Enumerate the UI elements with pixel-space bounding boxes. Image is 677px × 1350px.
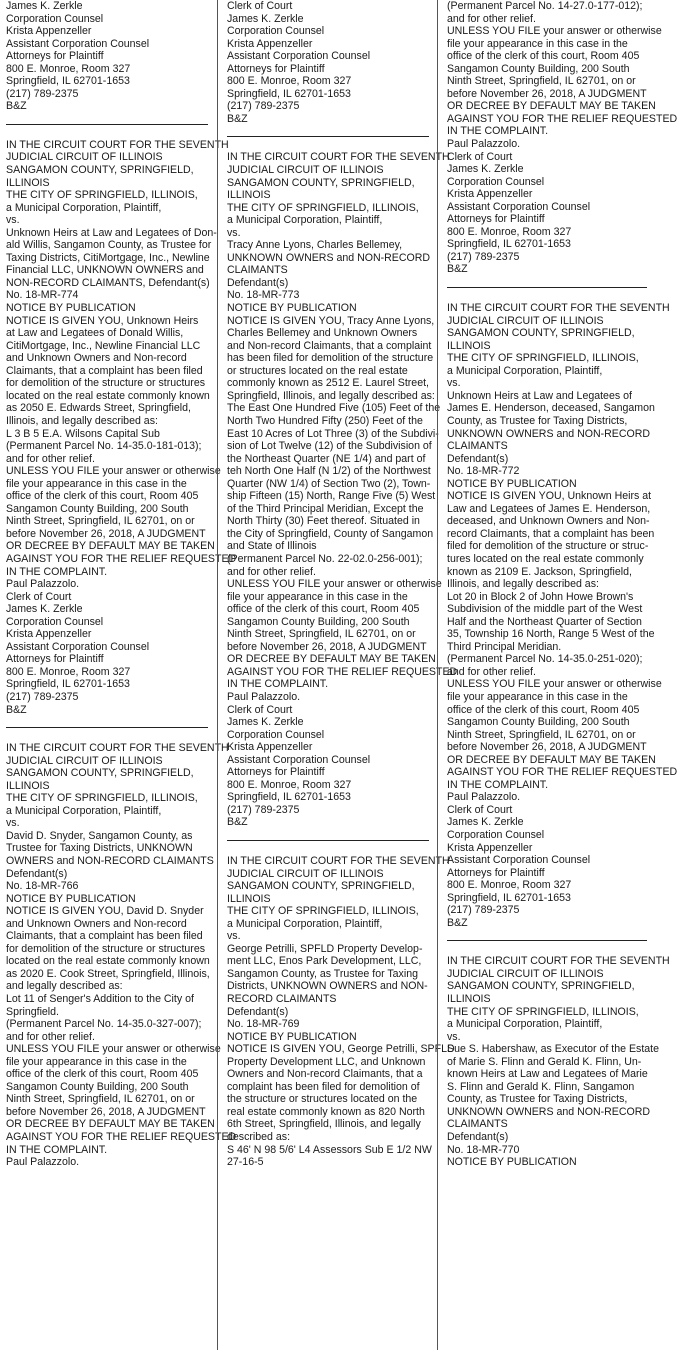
notice-line: JUDICIAL CIRCUIT OF ILLINOIS	[6, 151, 163, 164]
notice-line: SANGAMON COUNTY, SPRINGFIELD,	[6, 767, 194, 780]
notice-line: of Marie S. Flinn and Gerald K. Flinn, Un-	[447, 1055, 642, 1068]
notice-line: NOTICE IS GIVEN YOU, Tracy Anne Lyons,	[227, 314, 435, 327]
notice-line: Defendant(s)	[6, 867, 68, 880]
notice-line: AGAINST YOU FOR THE RELIEF REQUESTED	[6, 552, 237, 565]
notice-line: NOTICE BY PUBLICATION	[447, 477, 577, 490]
notice-line: Assistant Corporation Counsel	[6, 37, 150, 50]
notice-line: ILLINOIS	[6, 779, 50, 792]
notice-line: B&Z	[6, 703, 27, 716]
notice-line: Attorneys for Plaintiff	[6, 653, 104, 666]
notice-line: No. 18-MR-773	[227, 289, 300, 302]
notice-line: the City of Springfield, County of Sangamon	[227, 527, 434, 540]
notice-line: Half and the Northeast Quarter of Section	[447, 615, 642, 628]
notice-line: Assistant Corporation Counsel	[227, 50, 371, 63]
notice-line: Springfield, IL 62701-1653	[6, 678, 130, 691]
legal-notice	[447, 302, 677, 929]
notice-line: NOTICE BY PUBLICATION	[227, 302, 357, 315]
legal-notice	[227, 0, 429, 125]
notice-line: (217) 789-2375	[227, 803, 300, 816]
notice-line: Third Principal Meridian.	[447, 640, 562, 653]
notice-line: vs.	[447, 377, 461, 390]
notice-line: Claimants, that a complaint has been filed	[6, 364, 203, 377]
notice-line: (217) 789-2375	[447, 250, 520, 263]
notice-line: UNLESS YOU FILE your answer or otherwise	[447, 25, 662, 38]
notice-line: IN THE COMPLAINT.	[6, 1143, 108, 1156]
notice-line: Clerk of Court	[227, 703, 293, 716]
notice-line: file your appearance in this case in the	[447, 690, 628, 703]
notice-line: IN THE CIRCUIT COURT FOR THE SEVENTH	[447, 955, 670, 968]
notice-line: Sue S. Habershaw, as Executor of the Estate	[447, 1043, 659, 1056]
notice-line: ment LLC, Enos Park Development, LLC,	[227, 955, 422, 968]
notice-line: Ninth Street, Springfield, IL 62701, on or	[447, 75, 636, 88]
notice-line: ILLINOIS	[447, 339, 491, 352]
notice-separator	[6, 124, 208, 125]
notice-line: NOTICE BY PUBLICATION	[6, 302, 136, 315]
notice-line: No. 18-MR-769	[227, 1018, 300, 1031]
notice-line: Ninth Street, Springfield, IL 62701, on or	[6, 515, 195, 528]
notice-line: described as:	[227, 1131, 291, 1144]
notice-line: office of the clerk of this court, Room 405	[447, 703, 640, 716]
notice-line: Taxing Districts, CitiMortgage, Inc., Newline	[6, 251, 210, 264]
notice-line: vs.	[6, 817, 20, 830]
notice-line: JUDICIAL CIRCUIT OF ILLINOIS	[6, 754, 163, 767]
column-2	[227, 0, 458, 1350]
notice-line: office of the clerk of this court, Room 405	[227, 603, 420, 616]
notice-line: The East One Hundred Five (105) Feet of the	[227, 402, 441, 415]
notice-line: located on the real estate commonly known	[6, 389, 210, 402]
notice-line: Financial LLC, UNKNOWN OWNERS and	[6, 264, 204, 277]
notice-line: vs.	[227, 226, 241, 239]
notice-line: as 2050 E. Edwards Street, Springfield,	[6, 402, 191, 415]
notice-line: Corporation Counsel	[447, 175, 545, 188]
notice-line: No. 18-MR-774	[6, 289, 79, 302]
notice-line: Ninth Street, Springfield, IL 62701, on or	[447, 728, 636, 741]
notice-line: CitiMortgage, Inc., Newline Financial LLC	[6, 339, 201, 352]
notice-line: NOTICE BY PUBLICATION	[447, 1156, 577, 1169]
notice-line: AGAINST YOU FOR THE RELIEF REQUESTED	[447, 766, 677, 779]
notice-line: JUDICIAL CIRCUIT OF ILLINOIS	[447, 314, 604, 327]
notice-line: Defendant(s)	[447, 452, 509, 465]
notice-line: real estate commonly known as 820 North	[227, 1105, 425, 1118]
notice-line: OR DECREE BY DEFAULT MAY BE TAKEN	[6, 1118, 215, 1131]
notice-line: Districts, UNKNOWN OWNERS and NON-	[227, 980, 428, 993]
notice-line: B&Z	[227, 816, 248, 829]
notice-line: Lot 11 of Senger's Addition to the City of	[6, 993, 194, 1006]
notice-line: file your appearance in this case in the	[6, 1055, 187, 1068]
notice-line: OR DECREE BY DEFAULT MAY BE TAKEN	[6, 540, 215, 553]
notice-separator	[447, 940, 647, 941]
notice-line: UNLESS YOU FILE your answer or otherwise	[227, 578, 442, 591]
notice-line: Quarter (NW 1/4) of Section Two (2), Town-	[227, 477, 431, 490]
notice-line: NOTICE BY PUBLICATION	[227, 1030, 357, 1043]
notice-line: NOTICE BY PUBLICATION	[6, 892, 136, 905]
notice-line: Attorneys for Plaintiff	[447, 866, 545, 879]
notice-line: UNLESS YOU FILE your answer or otherwise	[6, 1043, 221, 1056]
notice-line: and Unknown Owners and Non-record	[6, 917, 187, 930]
notice-line: a Municipal Corporation, Plaintiff,	[6, 804, 162, 817]
notice-line: NOTICE IS GIVEN YOU, Unknown Heirs	[6, 314, 199, 327]
notice-line: Krista Appenzeller	[447, 188, 533, 201]
notice-line: NOTICE IS GIVEN YOU, Unknown Heirs at	[447, 490, 652, 503]
notice-line: Clerk of Court	[447, 150, 513, 163]
notice-line: Law and Legatees of James E. Henderson,	[447, 502, 651, 515]
notice-line: Sangamon County Building, 200 South	[6, 1080, 189, 1093]
notice-line: County, as Trustee for Taxing Districts,	[447, 414, 628, 427]
notice-line: No. 18-MR-772	[447, 465, 520, 478]
notice-line: Krista Appenzeller	[227, 37, 313, 50]
notice-line: James K. Zerkle	[227, 716, 304, 729]
column-1	[6, 0, 237, 1350]
notice-line: ILLINOIS	[447, 993, 491, 1006]
notice-line: Tracy Anne Lyons, Charles Bellemey,	[227, 239, 403, 252]
notice-line: B&Z	[447, 263, 468, 276]
notice-line: NON-RECORD CLAIMANTS, Defendant(s)	[6, 276, 210, 289]
notice-line: Defendant(s)	[227, 276, 289, 289]
notice-line: THE CITY OF SPRINGFIELD, ILLINOIS,	[227, 201, 419, 214]
notice-line: Unknown Heirs at Law and Legatees of Don-	[6, 226, 217, 239]
notice-line: as 2020 E. Cook Street, Springfield, Illinois,	[6, 967, 210, 980]
notice-line: Property Development LLC, and Unknown	[227, 1055, 426, 1068]
notice-line: James K. Zerkle	[227, 12, 304, 25]
notice-line: 35, Township 16 North, Range 5 West of the	[447, 628, 655, 641]
notice-line: SANGAMON COUNTY, SPRINGFIELD,	[227, 880, 415, 893]
notice-line: sion of Lot Twelve (12) of the Subdivision of	[227, 440, 432, 453]
notice-line: No. 18-MR-766	[6, 880, 79, 893]
notice-line: OR DECREE BY DEFAULT MAY BE TAKEN	[447, 753, 656, 766]
notice-line: ILLINOIS	[227, 189, 271, 202]
notice-line: 800 E. Monroe, Room 327	[447, 879, 572, 892]
notice-line: IN THE CIRCUIT COURT FOR THE SEVENTH	[6, 138, 229, 151]
notice-line: and for other relief.	[447, 12, 536, 25]
notice-line: tures located on the real estate commonly	[447, 552, 644, 565]
notice-line: before November 26, 2018, A JUDGMENT	[6, 1105, 206, 1118]
notice-line: OWNERS and NON-RECORD CLAIMANTS	[6, 855, 214, 867]
notice-line: UNKNOWN OWNERS and NON-RECORD	[227, 251, 431, 264]
notice-line: vs.	[227, 930, 241, 943]
notice-line: Assistant Corporation Counsel	[227, 753, 371, 766]
notice-line: Krista Appenzeller	[227, 741, 313, 754]
notice-line: Corporation Counsel	[227, 728, 325, 741]
notice-line: OR DECREE BY DEFAULT MAY BE TAKEN	[447, 100, 656, 113]
notice-line: file your appearance in this case in the	[447, 37, 628, 50]
notice-line: James K. Zerkle	[447, 163, 524, 176]
notice-line: Krista Appenzeller	[447, 841, 533, 854]
notice-line: (217) 789-2375	[447, 904, 520, 917]
notice-line: Owners and Non-record Claimants, that a	[227, 1068, 423, 1081]
notice-line: Corporation Counsel	[6, 12, 104, 25]
notice-line: Clerk of Court	[6, 590, 72, 603]
notice-line: JUDICIAL CIRCUIT OF ILLINOIS	[227, 867, 384, 880]
notice-line: Paul Palazzolo.	[6, 1156, 80, 1169]
notice-line: Lot 20 in Block 2 of John Howe Brown's	[447, 590, 634, 603]
notice-line: UNKNOWN OWNERS and NON-RECORD	[447, 1105, 651, 1118]
notice-line: and Unknown Owners and Non-record	[6, 352, 187, 365]
notice-line: JUDICIAL CIRCUIT OF ILLINOIS	[447, 967, 604, 980]
notice-line: 800 E. Monroe, Room 327	[6, 665, 131, 678]
notice-line: James K. Zerkle	[6, 603, 83, 616]
notice-line: Defendant(s)	[227, 1005, 289, 1018]
notice-line: before November 26, 2018, A JUDGMENT	[227, 640, 427, 653]
notice-line: and for other relief.	[6, 1030, 95, 1043]
notice-line: Springfield, IL 62701-1653	[447, 238, 571, 251]
notice-line: Ninth Street, Springfield, IL 62701, on or	[227, 628, 416, 641]
notice-line: a Municipal Corporation, Plaintiff,	[227, 214, 383, 227]
notice-line: Illinois, and legally described as:	[447, 578, 599, 591]
legal-notice	[6, 742, 237, 1169]
notice-line: commonly known as 2512 E. Laurel Street,	[227, 377, 429, 390]
notice-line: vs.	[6, 214, 20, 227]
notice-line: Corporation Counsel	[6, 615, 104, 628]
notice-line: Defendant(s)	[447, 1131, 509, 1144]
notice-line: Attorneys for Plaintiff	[6, 50, 104, 63]
notice-line: 800 E. Monroe, Room 327	[6, 62, 131, 75]
notice-line: vs.	[447, 1030, 461, 1043]
notice-line: office of the clerk of this court, Room 405	[447, 50, 640, 63]
notice-line: IN THE COMPLAINT.	[447, 778, 549, 791]
notice-separator	[447, 287, 647, 288]
notice-line: a Municipal Corporation, Plaintiff,	[227, 917, 383, 930]
notice-line: AGAINST YOU FOR THE RELIEF REQUESTED	[6, 1131, 237, 1144]
notice-line: a Municipal Corporation, Plaintiff,	[6, 201, 162, 214]
notice-line: THE CITY OF SPRINGFIELD, ILLINOIS,	[227, 905, 419, 918]
notice-line: David D. Snyder, Sangamon County, as	[6, 829, 193, 842]
column-divider	[437, 0, 438, 1350]
notice-line: Assistant Corporation Counsel	[447, 854, 591, 867]
notice-line: Assistant Corporation Counsel	[6, 640, 150, 653]
notice-line: B&Z	[447, 916, 468, 929]
legal-notice	[227, 855, 455, 1169]
notice-line: complaint has been filed for demolition of	[227, 1080, 420, 1093]
notice-line: CLAIMANTS	[447, 440, 508, 453]
notice-line: THE CITY OF SPRINGFIELD, ILLINOIS,	[447, 352, 639, 365]
notice-line: office of the clerk of this court, Room 405	[6, 490, 199, 503]
notice-line: the Northeast Quarter (NE 1/4) and part of	[227, 452, 426, 465]
notice-line: SANGAMON COUNTY, SPRINGFIELD,	[447, 980, 635, 993]
notice-line: George Petrilli, SPFLD Property Develop-	[227, 942, 423, 955]
legal-notice	[227, 151, 458, 829]
notice-line: and for other relief.	[227, 565, 316, 578]
notice-line: ald Willis, Sangamon County, as Trustee for	[6, 239, 212, 252]
notice-line: (Permanent Parcel No. 14-35.0-327-007);	[6, 1018, 202, 1031]
notice-line: of the Third Principal Meridian, Except the	[227, 502, 424, 515]
notice-line: or structures located on the real estate	[227, 364, 408, 377]
notice-line: IN THE CIRCUIT COURT FOR THE SEVENTH	[447, 302, 670, 315]
notice-line: teh North One Half (N 1/2) of the Northwest	[227, 465, 431, 478]
notice-line: and for other relief.	[447, 665, 536, 678]
notice-line: Springfield, IL 62701-1653	[227, 87, 351, 100]
notice-line: RECORD CLAIMANTS	[227, 993, 337, 1006]
column-3	[447, 0, 677, 1350]
notice-line: JUDICIAL CIRCUIT OF ILLINOIS	[227, 164, 384, 177]
notice-line: IN THE CIRCUIT COURT FOR THE SEVENTH	[227, 855, 450, 867]
notice-line: L 3 B 5 E.A. Wilsons Capital Sub	[6, 427, 160, 440]
notice-separator	[227, 136, 429, 137]
legal-notice	[447, 955, 670, 1169]
notice-line: 6th Street, Springfield, Illinois, and legally	[227, 1118, 421, 1131]
notice-line: Paul Palazzolo.	[447, 138, 521, 151]
notice-line: Springfield, IL 62701-1653	[227, 791, 351, 804]
notice-line: B&Z	[227, 112, 248, 125]
legal-notice	[6, 138, 237, 716]
notice-line: S 46' N 98 5/6' L4 Assessors Sub E 1/2 NW	[227, 1143, 432, 1156]
notice-line: 800 E. Monroe, Room 327	[447, 225, 572, 238]
notice-line: and State of Illinois	[227, 540, 317, 553]
notice-line: for demolition of the structure or structures	[6, 942, 206, 955]
notice-line: North Thirty (30) Feet thereof. Situated in	[227, 515, 420, 528]
notice-line: Assistant Corporation Counsel	[447, 200, 591, 213]
notice-line: THE CITY OF SPRINGFIELD, ILLINOIS,	[6, 792, 198, 805]
notice-line: Springfield, Illinois, and legally described as:	[227, 389, 435, 402]
notice-line: James E. Henderson, deceased, Sangamon	[447, 402, 655, 415]
notice-line: before November 26, 2018, A JUDGMENT	[447, 87, 647, 100]
notice-line: 800 E. Monroe, Room 327	[227, 75, 352, 88]
notice-line: Attorneys for Plaintiff	[227, 62, 325, 75]
legal-notice	[447, 0, 677, 276]
notice-line: 800 E. Monroe, Room 327	[227, 778, 352, 791]
notice-line: Paul Palazzolo.	[6, 578, 80, 591]
notice-line: NOTICE IS GIVEN YOU, George Petrilli, SPFLD	[227, 1043, 455, 1056]
notice-line: has been filed for demolition of the structure	[227, 352, 434, 365]
notice-line: AGAINST YOU FOR THE RELIEF REQUESTED	[447, 112, 677, 125]
notice-line: file your appearance in this case in the	[227, 590, 408, 603]
notice-line: Sangamon County Building, 200 South	[447, 62, 630, 75]
notice-line: file your appearance in this case in the	[6, 477, 187, 490]
notice-line: Clerk of Court	[447, 803, 513, 816]
notice-line: Illinois, and legally described as:	[6, 414, 158, 427]
notice-line: Attorneys for Plaintiff	[227, 766, 325, 779]
notice-line: Krista Appenzeller	[6, 628, 92, 641]
notice-line: a Municipal Corporation, Plaintiff,	[447, 1018, 603, 1031]
notice-line: record Claimants, that a complaint has been	[447, 527, 655, 540]
notice-line: (Permanent Parcel No. 14-27.0-177-012);	[447, 0, 643, 12]
notice-line: THE CITY OF SPRINGFIELD, ILLINOIS,	[6, 189, 198, 202]
notice-line: Unknown Heirs at Law and Legatees of	[447, 389, 632, 402]
notice-line: Springfield.	[6, 1005, 59, 1018]
notice-line: Subdivision of the middle part of the West	[447, 603, 643, 616]
notice-line: ship Fifteen (15) North, Range Five (5) West	[227, 490, 436, 503]
notice-line: at Law and Legatees of Donald Willis,	[6, 327, 184, 340]
notice-line: office of the clerk of this court, Room 405	[6, 1068, 199, 1081]
notice-line: SANGAMON COUNTY, SPRINGFIELD,	[227, 176, 415, 189]
notice-line: a Municipal Corporation, Plaintiff,	[447, 364, 603, 377]
notice-line: deceased, and Unknown Owners and Non-	[447, 515, 650, 528]
notice-line: Paul Palazzolo.	[227, 690, 301, 703]
notice-line: Ninth Street, Springfield, IL 62701, on or	[6, 1093, 195, 1106]
notice-line: Clerk of Court	[227, 0, 293, 12]
notice-line: and Non-record Claimants, that a complaint	[227, 339, 432, 352]
notice-line: the structure or structures located on the	[227, 1093, 418, 1106]
notice-line: (217) 789-2375	[227, 100, 300, 113]
notice-line: and legally described as:	[6, 980, 123, 993]
notice-line: Corporation Counsel	[227, 25, 325, 38]
legal-notice	[6, 0, 208, 113]
notice-line: UNKNOWN OWNERS and NON-RECORD	[447, 427, 651, 440]
notice-line: S. Flinn and Gerald K. Flinn, Sangamon	[447, 1080, 635, 1093]
notice-line: located on the real estate commonly known	[6, 955, 210, 968]
notice-line: IN THE CIRCUIT COURT FOR THE SEVENTH	[6, 742, 229, 755]
notice-line: Sangamon County, as Trustee for Taxing	[227, 967, 418, 980]
notice-line: NOTICE IS GIVEN YOU, David D. Snyder	[6, 905, 204, 918]
notice-line: No. 18-MR-770	[447, 1143, 520, 1156]
notice-line: UNLESS YOU FILE your answer or otherwise	[447, 678, 662, 691]
notice-line: Trustee for Taxing Districts, UNKNOWN	[6, 842, 193, 855]
notice-line: UNLESS YOU FILE your answer or otherwise	[6, 465, 221, 478]
notice-line: IN THE CIRCUIT COURT FOR THE SEVENTH	[227, 151, 450, 164]
notice-line: Sangamon County Building, 200 South	[6, 502, 189, 515]
notice-line: known as 2109 E. Jackson, Springfield,	[447, 565, 632, 578]
notice-line: (217) 789-2375	[6, 87, 79, 100]
notice-line: James K. Zerkle	[447, 816, 524, 829]
notice-line: 27-16-5	[227, 1156, 264, 1169]
notice-line: before November 26, 2018, A JUDGMENT	[447, 741, 647, 754]
notice-line: AGAINST YOU FOR THE RELIEF REQUESTED	[227, 665, 458, 678]
notice-line: IN THE COMPLAINT.	[227, 678, 329, 691]
notice-line: Sangamon County Building, 200 South	[447, 716, 630, 729]
notice-separator	[227, 840, 429, 841]
notice-line: and for other relief.	[6, 452, 95, 465]
notice-line: CLAIMANTS	[447, 1118, 508, 1131]
notice-line: for demolition of the structure or structures	[6, 377, 206, 390]
notice-line: SANGAMON COUNTY, SPRINGFIELD,	[6, 164, 194, 177]
notice-line: OR DECREE BY DEFAULT MAY BE TAKEN	[227, 653, 436, 666]
notice-line: THE CITY OF SPRINGFIELD, ILLINOIS,	[447, 1005, 639, 1018]
notice-line: before November 26, 2018, A JUDGMENT	[6, 527, 206, 540]
notice-line: B&Z	[6, 100, 27, 113]
notice-line: James K. Zerkle	[6, 0, 83, 12]
notice-line: Springfield, IL 62701-1653	[6, 75, 130, 88]
notice-separator	[6, 727, 208, 728]
notice-line: IN THE COMPLAINT.	[6, 565, 108, 578]
notice-line: (Permanent Parcel No. 14-35.0-181-013);	[6, 440, 202, 453]
notice-line: known Heirs at Law and Legatees of Marie	[447, 1068, 648, 1081]
notice-line: East 10 Acres of Lot Three (3) of the Subdivi-	[227, 427, 439, 440]
notice-line: Claimants, that a complaint has been filed	[6, 930, 203, 943]
notice-line: (Permanent Parcel No. 22-02.0-256-001);	[227, 552, 423, 565]
notice-line: Paul Palazzolo.	[447, 791, 521, 804]
notice-line: IN THE COMPLAINT.	[447, 125, 549, 138]
notice-line: Krista Appenzeller	[6, 25, 92, 38]
column-divider	[217, 0, 218, 1350]
notice-line: ILLINOIS	[6, 176, 50, 189]
notice-line: (217) 789-2375	[6, 690, 79, 703]
notice-line: CLAIMANTS	[227, 264, 288, 277]
notice-line: Charles Bellemey and Unknown Owners	[227, 327, 418, 340]
notice-line: (Permanent Parcel No. 14-35.0-251-020);	[447, 653, 643, 666]
notice-line: North Two Hundred Fifty (250) Feet of the	[227, 414, 423, 427]
notice-line: Corporation Counsel	[447, 829, 545, 841]
notice-line: Springfield, IL 62701-1653	[447, 891, 571, 904]
notice-line: Attorneys for Plaintiff	[447, 213, 545, 226]
notice-line: Sangamon County Building, 200 South	[227, 615, 410, 628]
notice-line: County, as Trustee for Taxing Districts,	[447, 1093, 628, 1106]
notice-line: ILLINOIS	[227, 892, 271, 905]
notice-line: SANGAMON COUNTY, SPRINGFIELD,	[447, 327, 635, 340]
notice-line: filed for demolition of the structure or struc-	[447, 540, 649, 553]
